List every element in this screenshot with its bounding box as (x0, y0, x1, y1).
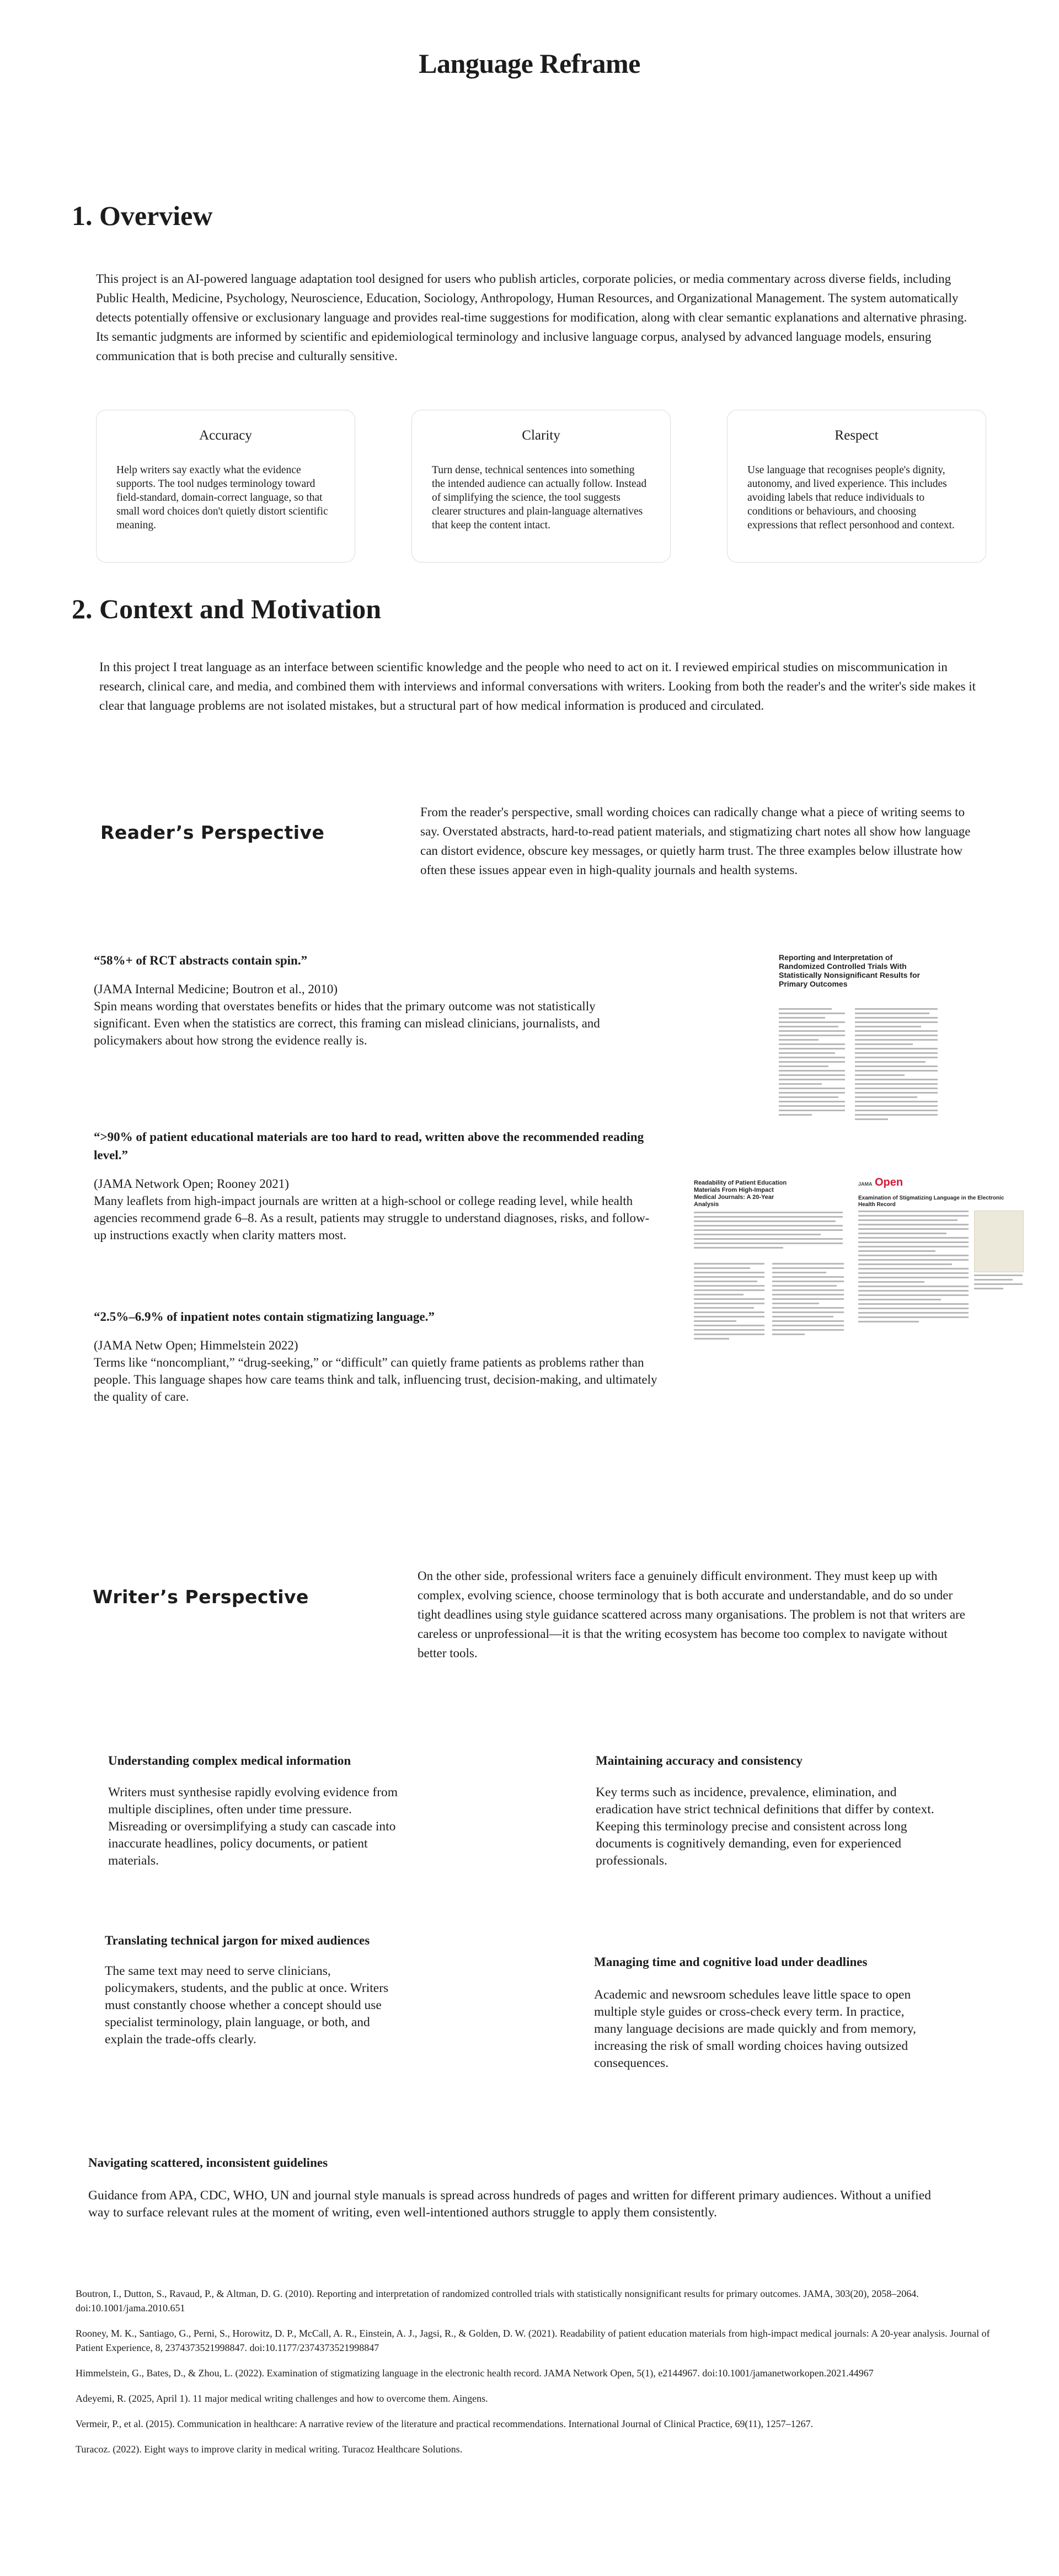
context-heading: 2. Context and Motivation (72, 593, 382, 624)
paper-thumbnail-readability (694, 1172, 847, 1347)
stat-body: Many leaflets from high-impact journals are written at a high-school or college reading level, while health agencies recommend grade 6–8. As a result, patients may struggle to understand diagnoses, risks, and follow-up instructions exactly when clarity matters most. (94, 1194, 650, 1242)
stat-readability (94, 1128, 651, 1244)
challenge-title: Understanding complex medical information (108, 1754, 351, 1768)
challenge-title: Navigating scattered, inconsistent guidelines (88, 2156, 328, 2170)
challenge-understanding (108, 1752, 411, 1870)
stat-source: (JAMA Netw Open; Himmelstein 2022) (94, 1338, 298, 1352)
challenge-body: Academic and newsroom schedules leave little space to open multiple style guides or cross-check every term. In practice, many language decisions are made quickly and from memory, increasing the risk of small wording choices having outsized consequences. (594, 1988, 916, 2070)
challenge-body: Writers must synthesise rapidly evolving evidence from multiple disciplines, often under time pressure. Misreading or oversimplifying a study can cascade into inaccurate headlines, policy documents, or patient materials. (108, 1785, 398, 1868)
card-body: Turn dense, technical sentences into something the intended audience can actually follow. Instead of simplifying the science, the tool suggests clearer structures and plain-language alternatives that keep the content intact. (432, 464, 647, 531)
card-respect (727, 410, 986, 563)
overview-heading: 1. Overview (72, 200, 213, 231)
challenge-title: Managing time and cognitive load under deadlines (594, 1955, 868, 1969)
paper-thumbnail-spin (779, 953, 939, 1135)
paper-title: Readability of Patient Education Materials From High-Impact Medical Journals: A 20-Year Analysis (694, 1180, 787, 1208)
stat-spin (94, 951, 651, 1049)
reference-item: Adeyemi, R. (2025, April 1). 11 major medical writing challenges and how to overcome them. Aingens. (76, 2393, 488, 2404)
paper-sidebar-box (974, 1211, 1024, 1272)
reference-item: Himmelstein, G., Bates, D., & Zhou, L. (2022). Examination of stigmatizing language in the electronic health record. JAMA Network Open, 5(1), e2144967. doi:10.1001/jamanetworkopen.2021.44967 (76, 2368, 874, 2379)
challenge-title: Maintaining accuracy and consistency (596, 1754, 803, 1768)
paper-thumbnail-stigma (855, 1172, 1027, 1337)
challenge-time (594, 1953, 936, 2072)
reference-item: Turacoz. (2022). Eight ways to improve clarity in medical writing. Turacoz Healthcare Solutions. (76, 2444, 463, 2455)
challenge-body: Key terms such as incidence, prevalence, elimination, and eradication have strict technical definitions that differ by context. Keeping this terminology precise and consistent across long documents is cognitively demanding, even for experienced professionals. (596, 1785, 934, 1868)
paper-text-column (779, 1008, 845, 1118)
stat-title: “>90% of patient educational materials are too hard to read, written above the recommended reading level.” (94, 1130, 644, 1162)
reference-item: Rooney, M. K., Santiago, G., Perni, S., Horowitz, D. P., McCall, A. R., Einstein, A. J., Jagsi, R., & Golden, D. W. (2021). Readability of patient education materials from high-impact medical journals: A 20-year analysis. Journal of Patient Experience, 8, 2374373521998847. doi:10.1177/2374373521998847 (76, 2328, 990, 2353)
page-title: Language Reframe (419, 48, 640, 79)
paper-text-column (694, 1263, 764, 1342)
paper-title: Examination of Stigmatizing Language in the Electronic Health Record (858, 1195, 1004, 1208)
paper-text-column (974, 1274, 1023, 1292)
reader-intro: From the reader's perspective, small wording choices can radically change what a piece of writing seems to say. Overstated abstracts, hard-to-read patient materials, and stigmatizing chart notes all show how language can distort evidence, obscure key messages, or quietly harm trust. The three examples below illustrate how often these issues appear even in high-quality journals and health systems. (420, 805, 971, 877)
stat-stigma (94, 1308, 673, 1405)
writer-heading: Writer’s Perspective (93, 1586, 309, 1608)
paper-title: Reporting and Interpretation of Randomized Controlled Trials With Statistically Nonsignificant Results for Primary Outcomes (779, 953, 920, 988)
paper-text-block (858, 1211, 969, 1325)
overview-text: This project is an AI-powered language adaptation tool designed for users who publish articles, corporate policies, or media commentary across diverse fields, including Public Health, Medicine, Psychology, Neuroscience, Education, Sociology, Anthropology, Human Resources, and Organizational Management. The system automatically detects potentially offensive or exclusionary language and provides real-time suggestions for modification, along with clear semantic explanations and alternative phrasing. Its semantic judgments are informed by scientific and epidemiological terminology and inclusive language corpus, analysed by advanced language models, ensuring communication that is both precise and culturally sensitive. (96, 272, 967, 363)
paper-text-block (694, 1212, 843, 1251)
context-text: In this project I treat language as an interface between scientific knowledge and the people who need to act on it. I reviewed empirical studies on miscommunication in research, clinical care, and media, and combined them with interviews and informal conversations with writers. Looking from both the reader's and the writer's side makes it clear that language problems are not isolated mistakes, but a structural part of how medical information is produced and circulated. (99, 660, 976, 713)
journal-logo: JAMA Open (858, 1176, 903, 1188)
card-accuracy (96, 410, 355, 563)
card-title: Accuracy (199, 428, 252, 443)
challenge-accuracy (596, 1752, 938, 1870)
card-title: Respect (835, 428, 879, 443)
stat-title: “2.5%–6.9% of inpatient notes contain stigmatizing language.” (94, 1310, 435, 1324)
reader-heading: Reader’s Perspective (100, 822, 325, 843)
stat-body: Terms like “noncompliant,” “drug-seeking,” or “difficult” can quietly frame patients as problems rather than people. This language shapes how care teams think and talk, influencing trust, decision-making, and ultimately the quality of care. (94, 1356, 657, 1404)
challenge-title: Translating technical jargon for mixed audiences (105, 1934, 370, 1947)
paper-text-column (855, 1008, 938, 1123)
stat-source: (JAMA Internal Medicine; Boutron et al., 2010) (94, 982, 338, 996)
card-title: Clarity (522, 428, 560, 443)
challenge-jargon (105, 1931, 403, 2048)
card-body: Help writers say exactly what the evidence supports. The tool nudges terminology toward field-standard, domain-correct language, so that small word choices don't quietly distort scientific meaning. (116, 464, 328, 531)
references (76, 2286, 991, 2456)
challenge-guidelines (88, 2154, 949, 2221)
stat-title: “58%+ of RCT abstracts contain spin.” (94, 954, 308, 967)
challenge-body: The same text may need to serve clinicians, policymakers, students, and the public at once. Writers must constantly choose whether a concept should use specialist terminology, plain language, or both, and explain the trade-offs clearly. (105, 1964, 389, 2047)
writer-intro: On the other side, professional writers face a genuinely difficult environment. They must keep up with complex, evolving science, choose terminology that is both accurate and understandable, and do so under tight deadlines using style guidance scattered across many organisations. The problem is not that writers are careless or unprofessional—it is that the writing ecosystem has become too complex to navigate without better tools. (418, 1569, 966, 1660)
card-body: Use language that recognises people's dignity, autonomy, and lived experience. This includes avoiding labels that reduce individuals to conditions or behaviours, and choosing expressions that reflect personhood and context. (747, 464, 955, 531)
paper-text-column (772, 1263, 844, 1338)
reference-item: Boutron, I., Dutton, S., Ravaud, P., & Altman, D. G. (2010). Reporting and interpretation of randomized controlled trials with statistically nonsignificant results for primary outcomes. JAMA, 303(20), 2058–2064. doi:10.1001/jama.2010.651 (76, 2288, 919, 2313)
reference-item: Vermeir, P., et al. (2015). Communication in healthcare: A narrative review of the literature and practical recommendations. International Journal of Clinical Practice, 69(11), 1257–1267. (76, 2418, 814, 2429)
challenge-body: Guidance from APA, CDC, WHO, UN and journal style manuals is spread across hundreds of pages and written for different primary audiences. Without a unified way to surface relevant rules at the moment of writing, even well-intentioned authors struggle to apply them consistently. (88, 2188, 931, 2220)
stat-source: (JAMA Network Open; Rooney 2021) (94, 1177, 289, 1191)
card-clarity (411, 410, 671, 563)
stat-body: Spin means wording that overstates benefits or hides that the primary outcome was not statistically significant. Even when the statistics are correct, this framing can mislead clinicians, journalists, and policymakers about how strong the evidence really is. (94, 999, 600, 1047)
